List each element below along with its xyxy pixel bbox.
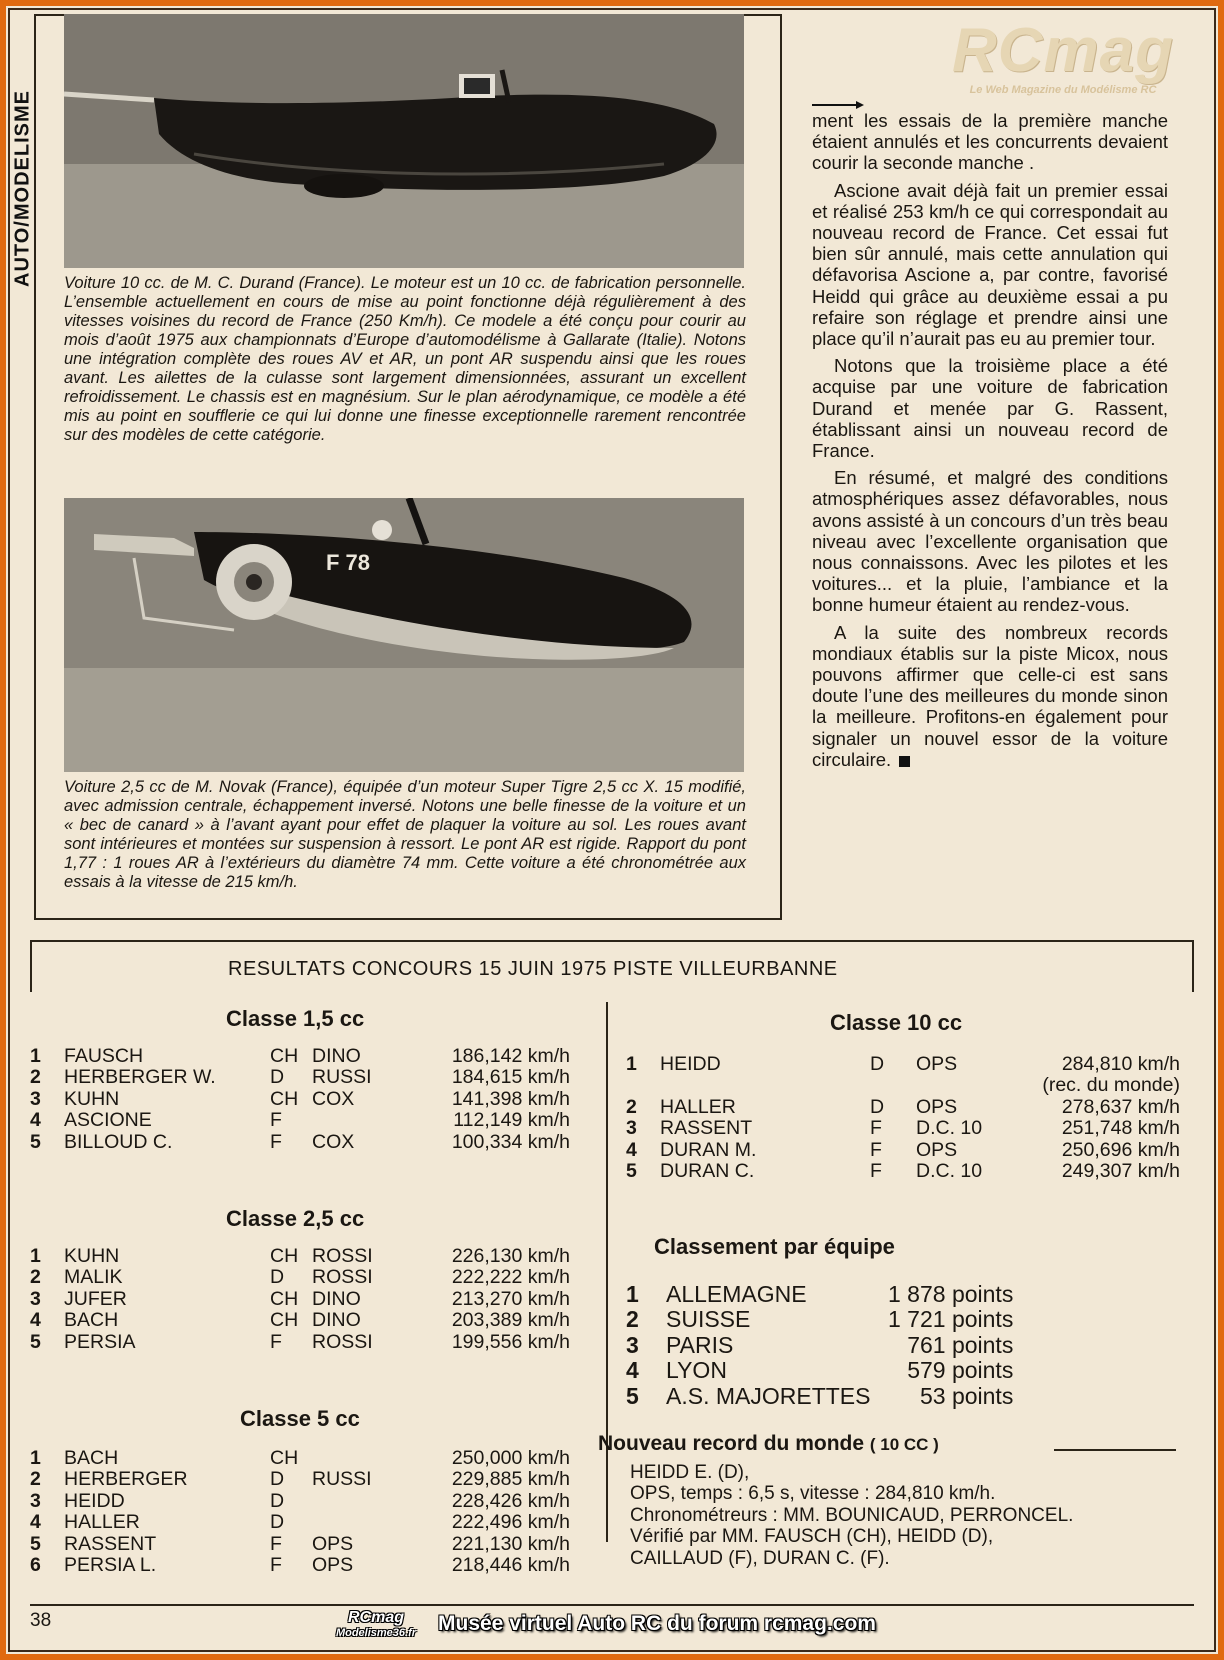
speed-cell: 112,149 km/h xyxy=(453,1109,570,1132)
rank-cell: 2 xyxy=(626,1095,637,1118)
engine-cell: DINO xyxy=(312,1287,361,1310)
name-cell: HALLER xyxy=(660,1095,736,1118)
name-cell: JUFER xyxy=(64,1287,127,1310)
speed-cell: 228,426 km/h xyxy=(451,1489,570,1512)
speed-cell: 226,130 km/h xyxy=(451,1245,570,1267)
name-cell: HEIDD xyxy=(64,1489,125,1512)
result-row xyxy=(30,1555,570,1576)
result-row xyxy=(30,1534,570,1555)
rank-cell: 4 xyxy=(30,1511,41,1534)
team-name-cell: ALLEMAGNE xyxy=(666,1281,807,1307)
speed-cell: 199,556 km/h xyxy=(451,1330,570,1353)
class-10cc-table xyxy=(626,1054,1180,1182)
country-cell: CH xyxy=(270,1309,299,1332)
class-2-5cc-table xyxy=(30,1246,570,1353)
article-paragraph xyxy=(812,622,1168,770)
article-paragraph: Ascione avait déjà fait un premier essai et réalisé 253 km/h ce qui correspondait au nouveau record de France. Cet essai fut bien sûr annulé, mais cette annulation qui défavorisa Ascione a, par contre, favorisé Heidd qui grâce au deuxième essai a pu refaire son réglage et prendre ainsi une place qu’il n’aurait pas eu au premier tour. xyxy=(812,179,1168,350)
page-number: 38 xyxy=(30,1610,52,1631)
speed-cell: (rec. du monde) xyxy=(1042,1074,1180,1097)
class-5cc-table xyxy=(30,1448,570,1576)
car-number-marking: F 78 xyxy=(326,550,371,575)
result-row xyxy=(30,1267,570,1288)
result-row xyxy=(30,1289,570,1310)
rank-cell: 3 xyxy=(626,1117,637,1140)
result-row xyxy=(30,1089,570,1110)
engine-cell: OPS xyxy=(312,1554,354,1577)
engine-cell: RUSSI xyxy=(312,1066,372,1089)
name-cell: HERBERGER xyxy=(64,1468,188,1491)
team-row xyxy=(626,1384,1013,1409)
team-rank-cell: 3 xyxy=(626,1331,639,1358)
team-row xyxy=(626,1358,1013,1383)
country-cell: CH xyxy=(270,1447,299,1469)
name-cell: KUHN xyxy=(64,1087,120,1110)
class-5cc-title: Classe 5 cc xyxy=(240,1406,360,1431)
result-row xyxy=(30,1491,570,1512)
result-row xyxy=(30,1469,570,1490)
team-rank-cell: 2 xyxy=(626,1306,639,1333)
country-cell: D xyxy=(870,1095,885,1118)
rank-cell: 2 xyxy=(30,1066,41,1089)
name-cell: HEIDD xyxy=(660,1053,721,1075)
country-cell: CH xyxy=(270,1045,299,1067)
engine-cell: OPS xyxy=(916,1053,958,1075)
country-cell: F xyxy=(870,1117,882,1140)
name-cell: HALLER xyxy=(64,1511,140,1534)
rank-cell: 6 xyxy=(30,1554,41,1577)
engine-cell: COX xyxy=(312,1087,355,1110)
team-name-cell: A.S. MAJORETTES xyxy=(666,1382,871,1409)
name-cell: DURAN M. xyxy=(660,1138,757,1161)
results-top-rule xyxy=(30,940,1194,942)
speed-cell: 186,142 km/h xyxy=(451,1045,570,1067)
engine-cell xyxy=(312,1512,422,1533)
country-cell: CH xyxy=(270,1245,299,1267)
country-cell: F xyxy=(270,1532,282,1555)
team-name-cell: SUISSE xyxy=(666,1306,751,1333)
name-cell: RASSENT xyxy=(64,1532,157,1555)
article-paragraph: ment les essais de la première manche étaient annulés et les concurrents devaient courir la seconde manche . xyxy=(812,110,1168,174)
rank-cell: 5 xyxy=(30,1130,41,1153)
team-ranking-table xyxy=(626,1282,1013,1409)
photo-1-caption: Voiture 10 cc. de M. C. Durand (France). Le moteur est un 10 cc. de fabrication personnelle. L’ensemble actuellement en cours de mise au point fonctionne déjà régulièrement à des vitesses voisines du record de France (250 Km/h). Ce modele a été conçu pour courir au mois d’août 1975 aux championnats d’Europe d’automodélisme à Gallarate (Italie). Notons une intégration complète des roues AV et AR, un pont AR suspendu ainsi que les roues avant. Les ailettes de la culasse sont largement dimensionnées, assurant un excellent refroidissement. Le chassis est en magnésium. Sur le plan aérodynamique, ce modèle a été mis au point en soufflerie ce qui lui donne une finesse exceptionnelle rarement rencontrée sur des modèles de cette catégorie. xyxy=(64,274,746,444)
continuation-arrow-icon xyxy=(812,100,864,110)
section-side-label: AUTO/MODELISME xyxy=(12,90,34,287)
engine-cell xyxy=(916,1075,1016,1096)
end-of-article-icon xyxy=(899,756,910,767)
speed-cell: 222,222 km/h xyxy=(451,1266,570,1289)
country-cell: F xyxy=(870,1160,882,1183)
rank-cell: 1 xyxy=(30,1245,41,1267)
result-row xyxy=(626,1161,1180,1182)
name-cell: ASCIONE xyxy=(64,1109,152,1132)
rank-cell: 1 xyxy=(30,1447,41,1469)
class-1-5cc-title: Classe 1,5 cc xyxy=(226,1006,365,1031)
engine-cell xyxy=(312,1491,422,1512)
country-cell: F xyxy=(870,1138,882,1161)
footer-logo-main: RCmag xyxy=(347,1609,404,1626)
world-record-title-text: Nouveau record du monde xyxy=(598,1432,865,1455)
rank-cell: 1 xyxy=(626,1053,637,1075)
rank-cell: 1 xyxy=(30,1045,41,1067)
name-cell: PERSIA xyxy=(64,1330,136,1353)
speed-cell: 213,270 km/h xyxy=(451,1287,570,1310)
speed-cell: 250,696 km/h xyxy=(1061,1138,1180,1161)
speed-cell: 184,615 km/h xyxy=(451,1066,570,1089)
world-record-line: Vérifié par MM. FAUSCH (CH), HEIDD (D), xyxy=(630,1526,994,1548)
world-record-rule xyxy=(1054,1449,1176,1451)
results-title: RESULTATS CONCOURS 15 JUIN 1975 PISTE VILLEURBANNE xyxy=(228,958,838,980)
country-cell: F xyxy=(270,1554,282,1577)
name-cell xyxy=(660,1075,870,1096)
team-rank-cell: 1 xyxy=(626,1281,639,1307)
speed-cell: 284,810 km/h xyxy=(1061,1053,1180,1075)
result-row xyxy=(626,1118,1180,1139)
result-row xyxy=(30,1132,570,1153)
engine-cell: OPS xyxy=(916,1138,958,1161)
world-record-details xyxy=(630,1462,1073,1569)
rank-cell: 5 xyxy=(626,1160,637,1183)
country-cell: CH xyxy=(270,1287,299,1310)
team-rank-cell: 4 xyxy=(626,1357,639,1384)
engine-cell: D.C. 10 xyxy=(916,1160,983,1183)
rank-cell: 4 xyxy=(30,1309,41,1332)
speed-cell: 229,885 km/h xyxy=(451,1468,570,1491)
footer-rcmag-logo xyxy=(318,1610,434,1646)
result-row xyxy=(30,1332,570,1353)
rank-cell: 5 xyxy=(30,1330,41,1353)
name-cell: FAUSCH xyxy=(64,1045,144,1067)
country-cell xyxy=(870,1075,916,1096)
speed-cell: 249,307 km/h xyxy=(1061,1160,1180,1183)
team-rank-cell: 5 xyxy=(626,1382,639,1409)
world-record-line: Chronométreurs : MM. BOUNICAUD, PERRONCEL. xyxy=(630,1504,1074,1526)
rank-cell: 2 xyxy=(30,1468,41,1491)
world-record-title xyxy=(598,1432,939,1456)
name-cell: BILLOUD C. xyxy=(64,1130,173,1153)
rcmag-watermark-logo xyxy=(918,16,1208,98)
result-row xyxy=(626,1097,1180,1118)
result-row xyxy=(626,1075,1180,1096)
footer-rule xyxy=(30,1604,1194,1606)
name-cell: PERSIA L. xyxy=(64,1554,157,1577)
world-record-line: HEIDD E. (D), xyxy=(630,1462,750,1483)
country-cell: D xyxy=(270,1489,285,1512)
country-cell: F xyxy=(270,1130,282,1153)
team-points-cell: 53 points xyxy=(919,1382,1014,1409)
class-10cc-title: Classe 10 cc xyxy=(830,1010,963,1035)
country-cell: CH xyxy=(270,1087,299,1110)
speed-cell: 203,389 km/h xyxy=(451,1309,570,1332)
name-cell: MALIK xyxy=(64,1266,123,1289)
result-row xyxy=(30,1246,570,1267)
logo-main-text: RCmag xyxy=(951,16,1175,85)
result-row xyxy=(30,1046,570,1067)
rank-cell: 2 xyxy=(30,1266,41,1289)
speed-cell: 221,130 km/h xyxy=(451,1532,570,1555)
article-text-column xyxy=(812,110,1168,776)
speed-cell: 222,496 km/h xyxy=(451,1511,570,1534)
team-points-cell: 1 721 points xyxy=(888,1306,1014,1333)
team-points-cell: 761 points xyxy=(907,1331,1014,1358)
photo-durand-10cc-car xyxy=(64,14,744,268)
speed-cell: 141,398 km/h xyxy=(451,1087,570,1110)
class-1-5cc-table xyxy=(30,1046,570,1153)
speed-cell: 218,446 km/h xyxy=(451,1554,570,1577)
photo-novak-2-5cc-car xyxy=(64,498,744,772)
speed-cell: 250,000 km/h xyxy=(451,1447,570,1469)
engine-cell: COX xyxy=(312,1130,355,1153)
team-row xyxy=(626,1282,1013,1307)
team-row xyxy=(626,1333,1013,1358)
engine-cell: D.C. 10 xyxy=(916,1117,983,1140)
engine-cell: ROSSI xyxy=(312,1266,373,1289)
team-ranking-title: Classement par équipe xyxy=(654,1234,895,1259)
car-photo-2-image xyxy=(64,498,744,772)
class-2-5cc-title: Classe 2,5 cc xyxy=(226,1206,365,1231)
speed-cell: 251,748 km/h xyxy=(1061,1117,1180,1140)
name-cell: DURAN C. xyxy=(660,1160,755,1183)
rank-cell: 3 xyxy=(30,1087,41,1110)
engine-cell xyxy=(312,1448,422,1469)
rank-cell: 4 xyxy=(626,1138,637,1161)
engine-cell: OPS xyxy=(312,1532,354,1555)
engine-cell: DINO xyxy=(312,1309,361,1332)
result-row xyxy=(626,1140,1180,1161)
rank-cell: 4 xyxy=(30,1109,41,1132)
rank-cell xyxy=(626,1075,660,1096)
country-cell: D xyxy=(270,1266,285,1289)
country-cell: D xyxy=(270,1066,285,1089)
article-paragraph: En résumé, et malgré des conditions atmosphériques assez défavorables, nous avons assisté à un concours d’un très beau niveau avec l’excellente organisation que nous connaissons. Avec les pilotes et les voitures... et la pluie, l’ambiance et la bonne humeur étaient au rendez-vous. xyxy=(812,467,1168,616)
country-cell: D xyxy=(870,1053,885,1075)
engine-cell: ROSSI xyxy=(312,1330,373,1353)
result-row xyxy=(30,1067,570,1088)
name-cell: KUHN xyxy=(64,1245,120,1267)
country-cell: F xyxy=(270,1109,282,1132)
country-cell: D xyxy=(270,1468,285,1491)
rank-cell: 3 xyxy=(30,1489,41,1512)
team-row xyxy=(626,1307,1013,1332)
team-points-cell: 1 878 points xyxy=(888,1281,1014,1307)
name-cell: RASSENT xyxy=(660,1117,753,1140)
car-photo-1-image xyxy=(64,14,744,268)
photo-2-caption: Voiture 2,5 cc de M. Novak (France), équipée d’un moteur Super Tigre 2,5 cc X. 15 modifié, avec admission centrale, échappement inversé. Notons une belle finesse de la voiture et un « bec de canard » à l’avant ayant pour effet de plaquer la voiture au sol. Les roues avant sont intérieures et montées sur suspension à ressort. Le pont AR est rigide. Rapport du pont 1,77 : 1 roues AR à l’extérieurs du diamètre 74 mm. Cette voiture a été chronométrée aux essais à la vitesse de 215 km/h. xyxy=(64,778,746,891)
name-cell: BACH xyxy=(64,1447,119,1469)
name-cell: HERBERGER W. xyxy=(64,1066,216,1089)
country-cell: F xyxy=(270,1330,282,1353)
footer-museum-text: Musée virtuel Auto RC du forum rcmag.com xyxy=(438,1612,876,1635)
speed-cell: 100,334 km/h xyxy=(451,1130,570,1153)
team-name-cell: PARIS xyxy=(666,1331,734,1358)
footer-logo-sub: Modelisme36.fr xyxy=(335,1627,417,1639)
article-paragraph: Notons que la troisième place a été acquise par une voiture de fabrication Durand et menée par G. Rassent, établissant ainsi un nouveau record de France. xyxy=(812,355,1168,462)
engine-cell: OPS xyxy=(916,1095,958,1118)
rank-cell: 3 xyxy=(30,1287,41,1310)
world-record-unit: ( 10 CC ) xyxy=(869,1435,939,1454)
name-cell: BACH xyxy=(64,1309,119,1332)
engine-cell: DINO xyxy=(312,1045,361,1067)
result-row xyxy=(30,1448,570,1469)
rank-cell: 5 xyxy=(30,1532,41,1555)
engine-cell: RUSSI xyxy=(312,1468,372,1491)
results-column-divider xyxy=(606,1002,608,1542)
engine-cell: ROSSI xyxy=(312,1245,373,1267)
engine-cell xyxy=(312,1110,422,1131)
result-row xyxy=(626,1054,1180,1075)
country-cell: D xyxy=(270,1511,285,1534)
result-row xyxy=(30,1310,570,1331)
logo-sub-text: Le Web Magazine du Modélisme RC xyxy=(969,84,1157,96)
team-points-cell: 579 points xyxy=(907,1357,1014,1384)
world-record-line: OPS, temps : 6,5 s, vitesse : 284,810 km/h. xyxy=(630,1483,996,1505)
world-record-line: CAILLAUD (F), DURAN C. (F). xyxy=(630,1547,890,1569)
article-paragraph-text: A la suite des nombreux records mondiaux établis sur la piste Micox, nous pouvons affirmer que celle-ci est sans doute l’une des meilleures du monde sinon la meilleure. Profitons-en également pour signaler un nouvel essor de la voiture circulaire. xyxy=(812,621,1168,770)
result-row xyxy=(30,1512,570,1533)
team-name-cell: LYON xyxy=(666,1357,727,1384)
speed-cell: 278,637 km/h xyxy=(1061,1095,1180,1118)
result-row xyxy=(30,1110,570,1131)
